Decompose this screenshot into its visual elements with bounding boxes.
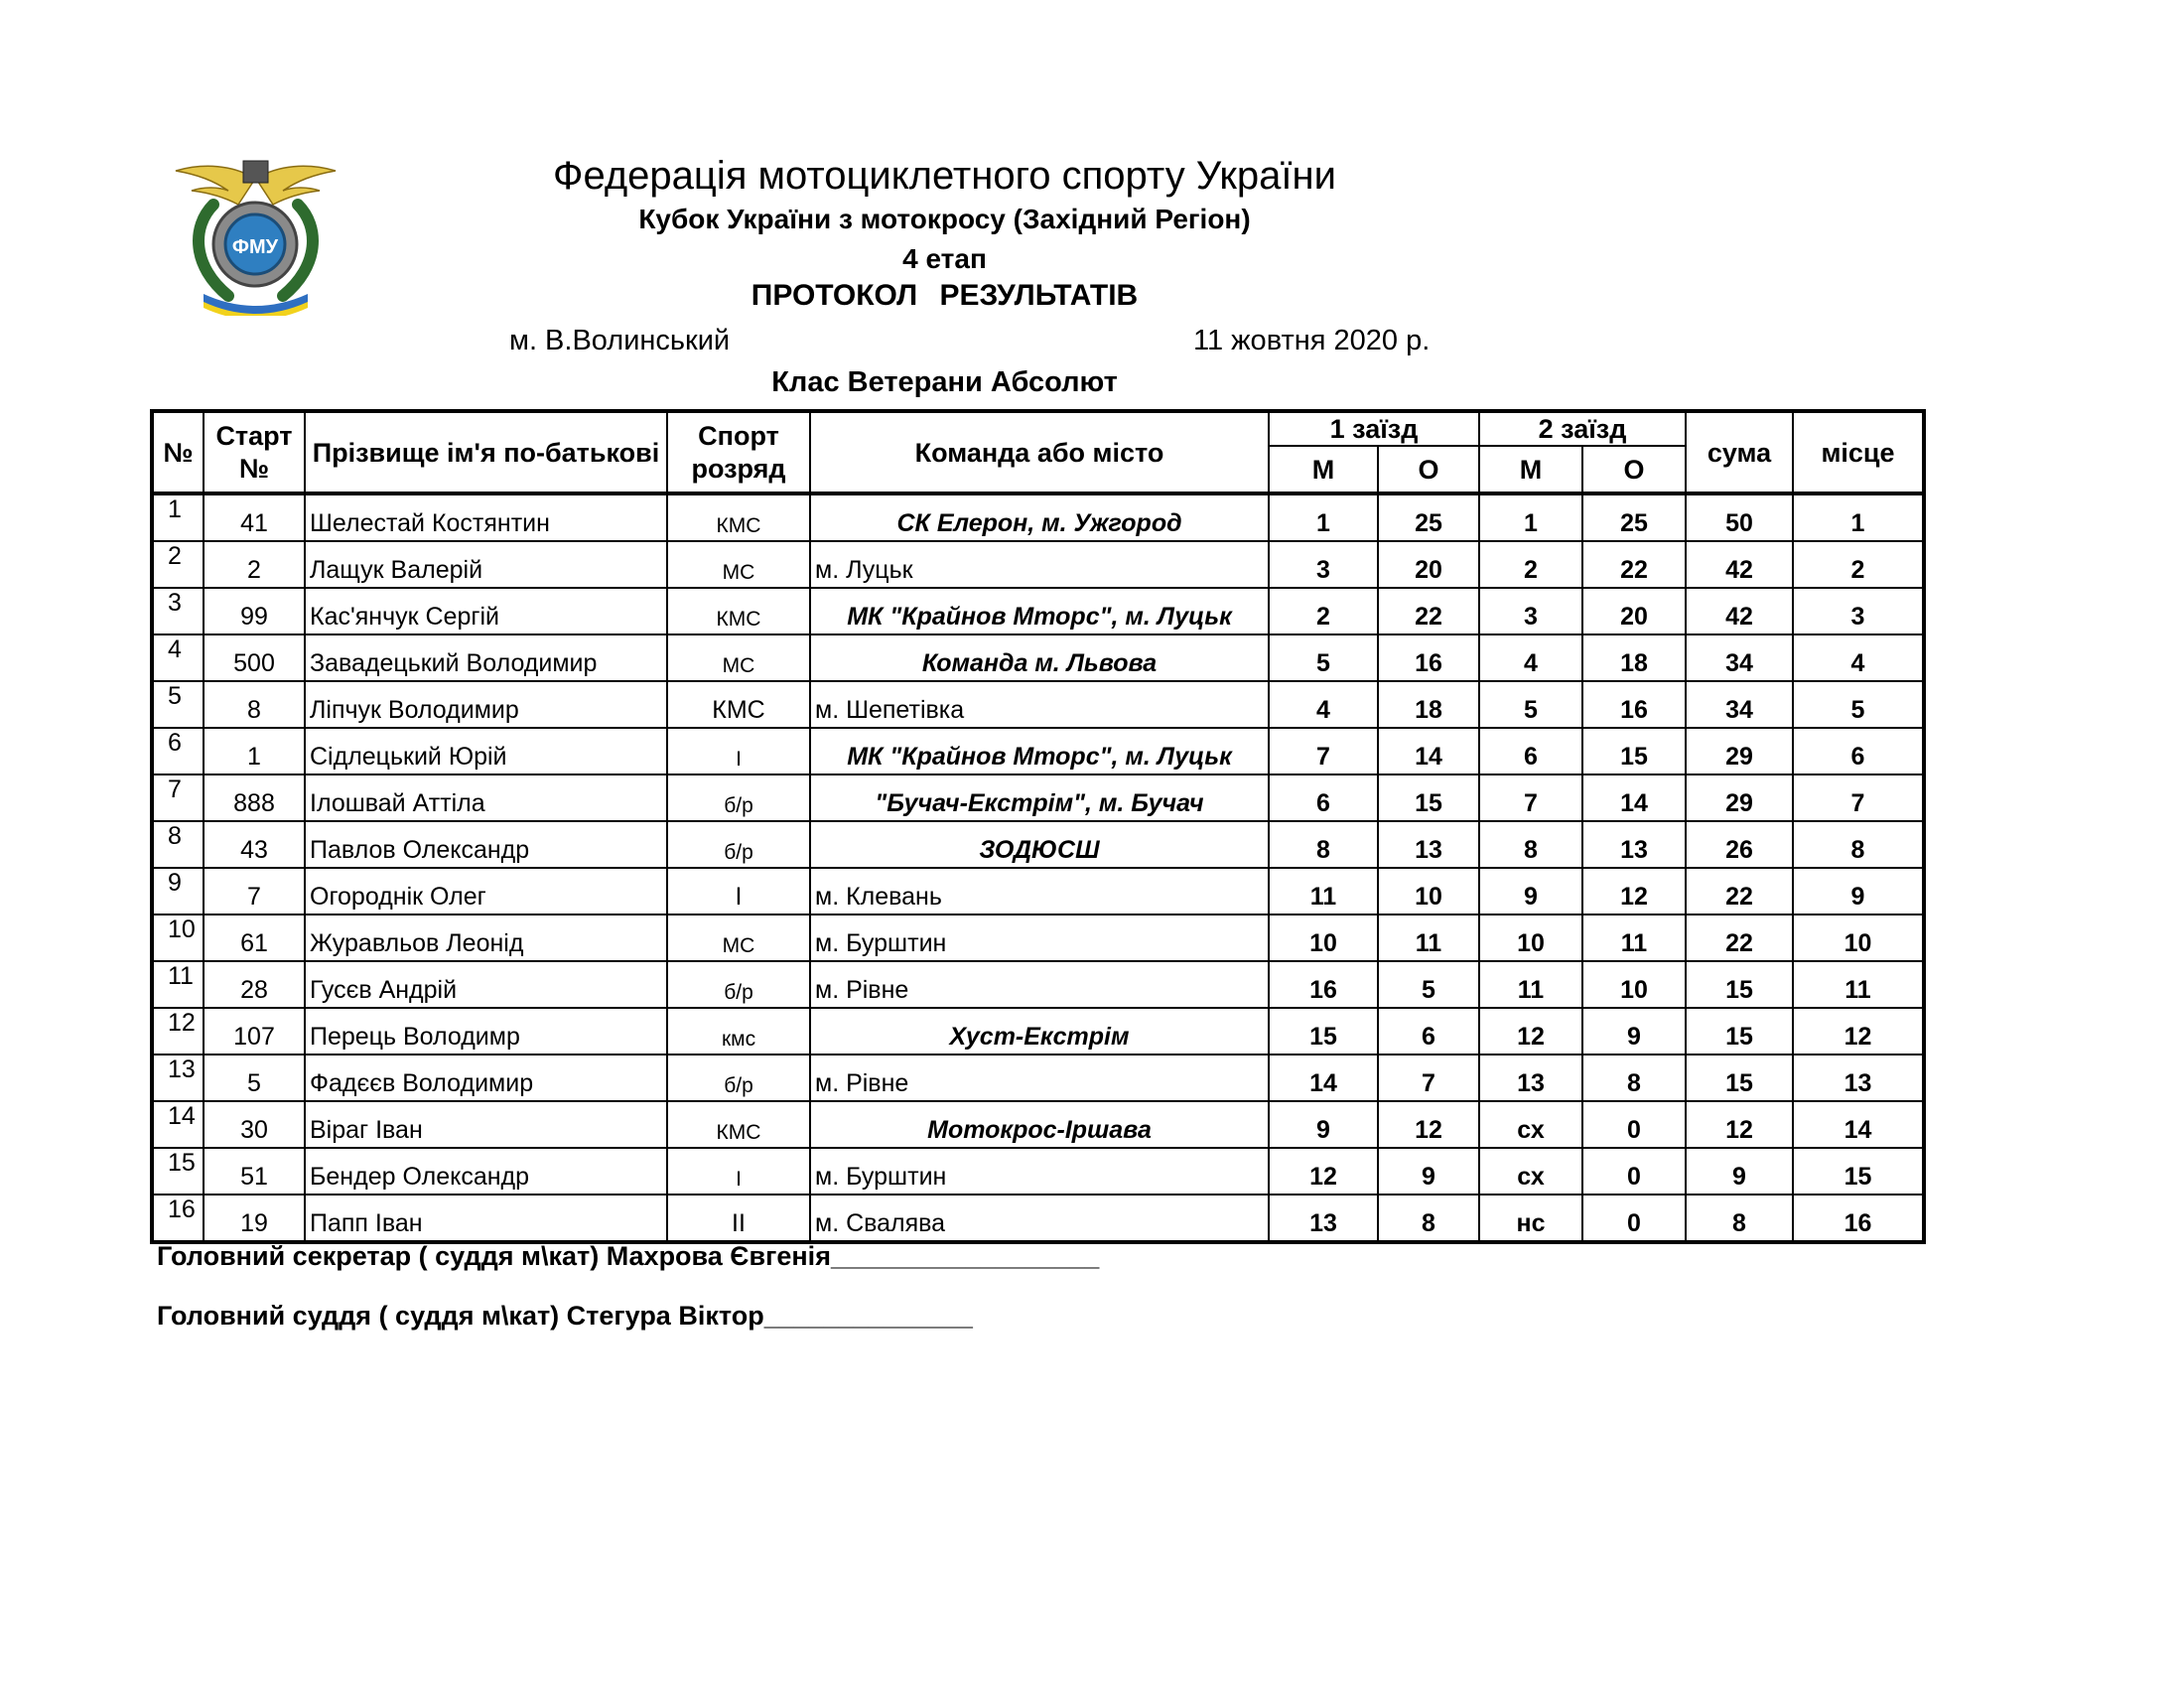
table-row	[152, 588, 1924, 634]
cell-start: 7	[204, 868, 305, 914]
cell-team: СК Елерон, м. Ужгород	[810, 493, 1269, 541]
cell-place: 9	[1793, 868, 1924, 914]
table-row	[152, 821, 1924, 868]
cell-rank: КМС	[667, 588, 810, 634]
cell-no: 9	[152, 868, 204, 914]
cell-rank: І	[667, 728, 810, 774]
cup-title: Кубок України з мотокросу (Західний Регіон)	[638, 204, 1251, 234]
cell-race1-m: 12	[1269, 1148, 1378, 1195]
cell-name: Перець Володимр	[305, 1008, 667, 1055]
cell-start: 43	[204, 821, 305, 868]
cell-race2-m: 2	[1479, 541, 1582, 588]
judge-signature-line: Головний суддя ( суддя м\кат) Стегура Віктор______________	[157, 1301, 973, 1331]
cell-race1-m: 15	[1269, 1008, 1378, 1055]
header-rank	[667, 411, 810, 493]
cell-start: 51	[204, 1148, 305, 1195]
cell-team: ЗОДЮСШ	[810, 821, 1269, 868]
cell-rank: І	[667, 868, 810, 914]
cell-no: 14	[152, 1101, 204, 1148]
cell-race2-o: 12	[1582, 868, 1686, 914]
header-name: Прізвище ім'я по-батькові	[305, 411, 667, 493]
cell-no: 2	[152, 541, 204, 588]
protocol-title: ПРОТОКОЛ РЕЗУЛЬТАТІВ	[751, 279, 1139, 312]
cell-no: 12	[152, 1008, 204, 1055]
cell-race1-o: 8	[1378, 1195, 1479, 1242]
cell-no: 8	[152, 821, 204, 868]
table-row	[152, 1148, 1924, 1195]
cell-team: м. Луцьк	[810, 541, 1269, 588]
header-start-line2: №	[238, 453, 270, 484]
cell-race2-o: 0	[1582, 1148, 1686, 1195]
cell-race2-m: 7	[1479, 774, 1582, 821]
cell-race2-o: 25	[1582, 493, 1686, 541]
table-row	[152, 541, 1924, 588]
cell-start: 5	[204, 1055, 305, 1101]
cell-rank: І	[667, 1148, 810, 1195]
table-row	[152, 914, 1924, 961]
cell-race2-m: 5	[1479, 681, 1582, 728]
cell-race1-m: 6	[1269, 774, 1378, 821]
table-row	[152, 1195, 1924, 1242]
cell-rank: МС	[667, 914, 810, 961]
cell-sum: 15	[1686, 1008, 1793, 1055]
cell-sum: 12	[1686, 1101, 1793, 1148]
cell-sum: 42	[1686, 588, 1793, 634]
cell-race2-o: 14	[1582, 774, 1686, 821]
cell-race2-m: сх	[1479, 1148, 1582, 1195]
cell-race1-o: 10	[1378, 868, 1479, 914]
cell-sum: 15	[1686, 961, 1793, 1008]
header-start-line1: Старт	[215, 421, 293, 452]
cell-race2-o: 9	[1582, 1008, 1686, 1055]
cell-race2-o: 18	[1582, 634, 1686, 681]
cell-place: 2	[1793, 541, 1924, 588]
header-race1-o: О	[1378, 446, 1479, 493]
cell-race1-o: 25	[1378, 493, 1479, 541]
cell-race2-o: 8	[1582, 1055, 1686, 1101]
cell-race2-m: 10	[1479, 914, 1582, 961]
cell-race1-o: 22	[1378, 588, 1479, 634]
cell-race2-o: 20	[1582, 588, 1686, 634]
cell-race2-m: нс	[1479, 1195, 1582, 1242]
header-start	[204, 411, 305, 493]
header-race1-m: М	[1269, 446, 1378, 493]
cell-race1-o: 9	[1378, 1148, 1479, 1195]
cell-race2-m: 6	[1479, 728, 1582, 774]
cell-race2-o: 11	[1582, 914, 1686, 961]
cell-name: Шелестай Костянтин	[305, 493, 667, 541]
cell-race2-o: 0	[1582, 1101, 1686, 1148]
cell-team: м. Бурштин	[810, 1148, 1269, 1195]
header-rank-line1: Спорт	[698, 421, 779, 452]
cell-start: 28	[204, 961, 305, 1008]
cell-rank: ІІ	[667, 1195, 810, 1242]
logo-text: ФМУ	[231, 236, 279, 258]
cell-name: Віраг Іван	[305, 1101, 667, 1148]
cell-race1-m: 5	[1269, 634, 1378, 681]
stage-title: 4 етап	[902, 243, 987, 274]
cell-race1-o: 14	[1378, 728, 1479, 774]
cell-rank: б/р	[667, 961, 810, 1008]
cell-place: 14	[1793, 1101, 1924, 1148]
cell-place: 3	[1793, 588, 1924, 634]
cell-no: 4	[152, 634, 204, 681]
cell-race1-m: 8	[1269, 821, 1378, 868]
table-row	[152, 493, 1924, 541]
cell-no: 11	[152, 961, 204, 1008]
cell-sum: 34	[1686, 681, 1793, 728]
cell-no: 15	[152, 1148, 204, 1195]
cell-name: Сідлецький Юрій	[305, 728, 667, 774]
cell-place: 4	[1793, 634, 1924, 681]
cell-race1-m: 2	[1269, 588, 1378, 634]
cell-race1-o: 20	[1378, 541, 1479, 588]
cell-start: 8	[204, 681, 305, 728]
table-row	[152, 1101, 1924, 1148]
cell-place: 7	[1793, 774, 1924, 821]
cell-race2-m: 13	[1479, 1055, 1582, 1101]
table-row	[152, 728, 1924, 774]
cell-name: Лащук Валерій	[305, 541, 667, 588]
cell-race2-o: 13	[1582, 821, 1686, 868]
cell-race1-o: 11	[1378, 914, 1479, 961]
cell-race2-m: сх	[1479, 1101, 1582, 1148]
cell-race1-o: 18	[1378, 681, 1479, 728]
cell-team: Хуст-Екстрім	[810, 1008, 1269, 1055]
cell-start: 30	[204, 1101, 305, 1148]
results-table	[150, 409, 1926, 1244]
cell-start: 888	[204, 774, 305, 821]
cell-place: 5	[1793, 681, 1924, 728]
cell-race1-o: 6	[1378, 1008, 1479, 1055]
cell-rank: б/р	[667, 1055, 810, 1101]
cell-no: 16	[152, 1195, 204, 1242]
cell-place: 12	[1793, 1008, 1924, 1055]
cell-name: Ілошвай Аттіла	[305, 774, 667, 821]
cell-sum: 15	[1686, 1055, 1793, 1101]
cell-name: Кас'янчук Сергій	[305, 588, 667, 634]
event-place: м. В.Волинський	[509, 325, 731, 356]
cell-race1-m: 7	[1269, 728, 1378, 774]
cell-race1-m: 1	[1269, 493, 1378, 541]
cell-race2-o: 15	[1582, 728, 1686, 774]
header-race2-m: М	[1479, 446, 1582, 493]
cell-place: 6	[1793, 728, 1924, 774]
table-row	[152, 961, 1924, 1008]
cell-no: 6	[152, 728, 204, 774]
cell-place: 8	[1793, 821, 1924, 868]
table-row	[152, 868, 1924, 914]
cell-place: 11	[1793, 961, 1924, 1008]
cell-rank: б/р	[667, 774, 810, 821]
cell-rank: КМС	[667, 681, 810, 728]
cell-race2-o: 0	[1582, 1195, 1686, 1242]
cell-race2-m: 9	[1479, 868, 1582, 914]
cell-start: 99	[204, 588, 305, 634]
cell-team: "Бучач-Екстрім", м. Бучач	[810, 774, 1269, 821]
cell-race1-o: 7	[1378, 1055, 1479, 1101]
cell-race2-o: 16	[1582, 681, 1686, 728]
cell-team: м. Шепетівка	[810, 681, 1269, 728]
cell-race1-o: 5	[1378, 961, 1479, 1008]
cell-place: 10	[1793, 914, 1924, 961]
cell-place: 1	[1793, 493, 1924, 541]
cell-team: м. Клевань	[810, 868, 1269, 914]
secretary-signature-line: Головний секретар ( суддя м\кат) Махрова Євгенія__________________	[157, 1241, 1100, 1271]
cell-race1-o: 15	[1378, 774, 1479, 821]
header-sum: сума	[1686, 411, 1793, 493]
cell-sum: 8	[1686, 1195, 1793, 1242]
organization-title: Федерація мотоциклетного спорту України	[553, 154, 1336, 198]
cell-name: Ліпчук Володимир	[305, 681, 667, 728]
cell-no: 13	[152, 1055, 204, 1101]
cell-rank: МС	[667, 541, 810, 588]
cell-race1-o: 12	[1378, 1101, 1479, 1148]
header-rank-line2: розряд	[691, 453, 786, 484]
cell-name: Завадецький Володимир	[305, 634, 667, 681]
cell-race2-m: 3	[1479, 588, 1582, 634]
cell-race2-o: 10	[1582, 961, 1686, 1008]
cell-race1-o: 13	[1378, 821, 1479, 868]
cell-race2-m: 1	[1479, 493, 1582, 541]
cell-race1-m: 3	[1269, 541, 1378, 588]
cell-place: 16	[1793, 1195, 1924, 1242]
cell-sum: 50	[1686, 493, 1793, 541]
class-title: Клас Ветерани Абсолют	[771, 366, 1118, 398]
cell-no: 10	[152, 914, 204, 961]
cell-race2-m: 8	[1479, 821, 1582, 868]
cell-race1-m: 14	[1269, 1055, 1378, 1101]
cell-team: м. Рівне	[810, 1055, 1269, 1101]
cell-team: МК "Крайнов Мторс", м. Луцьк	[810, 728, 1269, 774]
cell-name: Папп Іван	[305, 1195, 667, 1242]
header-race2: 2 заїзд	[1479, 411, 1686, 446]
cell-start: 41	[204, 493, 305, 541]
cell-no: 3	[152, 588, 204, 634]
cell-start: 1	[204, 728, 305, 774]
cell-rank: КМС	[667, 1101, 810, 1148]
cell-team: м. Бурштин	[810, 914, 1269, 961]
cell-team: м. Свалява	[810, 1195, 1269, 1242]
header-race2-o: О	[1582, 446, 1686, 493]
cell-sum: 34	[1686, 634, 1793, 681]
cell-team: Команда м. Львова	[810, 634, 1269, 681]
cell-no: 5	[152, 681, 204, 728]
cell-name: Гусєв Андрій	[305, 961, 667, 1008]
cell-sum: 29	[1686, 728, 1793, 774]
header-place: місце	[1793, 411, 1924, 493]
table-row	[152, 1055, 1924, 1101]
event-date: 11 жовтня 2020 р.	[1193, 325, 1431, 356]
cell-race1-m: 10	[1269, 914, 1378, 961]
header-race1: 1 заїзд	[1269, 411, 1479, 446]
header-team: Команда або місто	[810, 411, 1269, 493]
cell-race1-o: 16	[1378, 634, 1479, 681]
cell-name: Павлов Олександр	[305, 821, 667, 868]
cell-sum: 9	[1686, 1148, 1793, 1195]
cell-sum: 26	[1686, 821, 1793, 868]
cell-sum: 22	[1686, 914, 1793, 961]
cell-race1-m: 13	[1269, 1195, 1378, 1242]
cell-race2-m: 11	[1479, 961, 1582, 1008]
table-row	[152, 681, 1924, 728]
cell-team: МК "Крайнов Мторс", м. Луцьк	[810, 588, 1269, 634]
cell-name: Бендер Олександр	[305, 1148, 667, 1195]
cell-race1-m: 16	[1269, 961, 1378, 1008]
cell-start: 61	[204, 914, 305, 961]
cell-name: Огороднік Олег	[305, 868, 667, 914]
cell-team: м. Рівне	[810, 961, 1269, 1008]
cell-place: 13	[1793, 1055, 1924, 1101]
cell-no: 1	[152, 493, 204, 541]
cell-start: 2	[204, 541, 305, 588]
cell-sum: 22	[1686, 868, 1793, 914]
cell-name: Журавльов Леонід	[305, 914, 667, 961]
cell-sum: 29	[1686, 774, 1793, 821]
cell-rank: МС	[667, 634, 810, 681]
cell-rank: кмс	[667, 1008, 810, 1055]
cell-race2-o: 22	[1582, 541, 1686, 588]
cell-race2-m: 12	[1479, 1008, 1582, 1055]
cell-start: 19	[204, 1195, 305, 1242]
table-row	[152, 774, 1924, 821]
cell-race1-m: 9	[1269, 1101, 1378, 1148]
cell-place: 15	[1793, 1148, 1924, 1195]
cell-name: Фадєєв Володимир	[305, 1055, 667, 1101]
cell-start: 107	[204, 1008, 305, 1055]
cell-sum: 42	[1686, 541, 1793, 588]
cell-rank: б/р	[667, 821, 810, 868]
cell-race1-m: 4	[1269, 681, 1378, 728]
table-row	[152, 1008, 1924, 1055]
cell-team: Мотокрос-Іршава	[810, 1101, 1269, 1148]
cell-rank: КМС	[667, 493, 810, 541]
cell-start: 500	[204, 634, 305, 681]
cell-race1-m: 11	[1269, 868, 1378, 914]
header-no: №	[152, 411, 204, 493]
table-row	[152, 634, 1924, 681]
cell-no: 7	[152, 774, 204, 821]
cell-race2-m: 4	[1479, 634, 1582, 681]
